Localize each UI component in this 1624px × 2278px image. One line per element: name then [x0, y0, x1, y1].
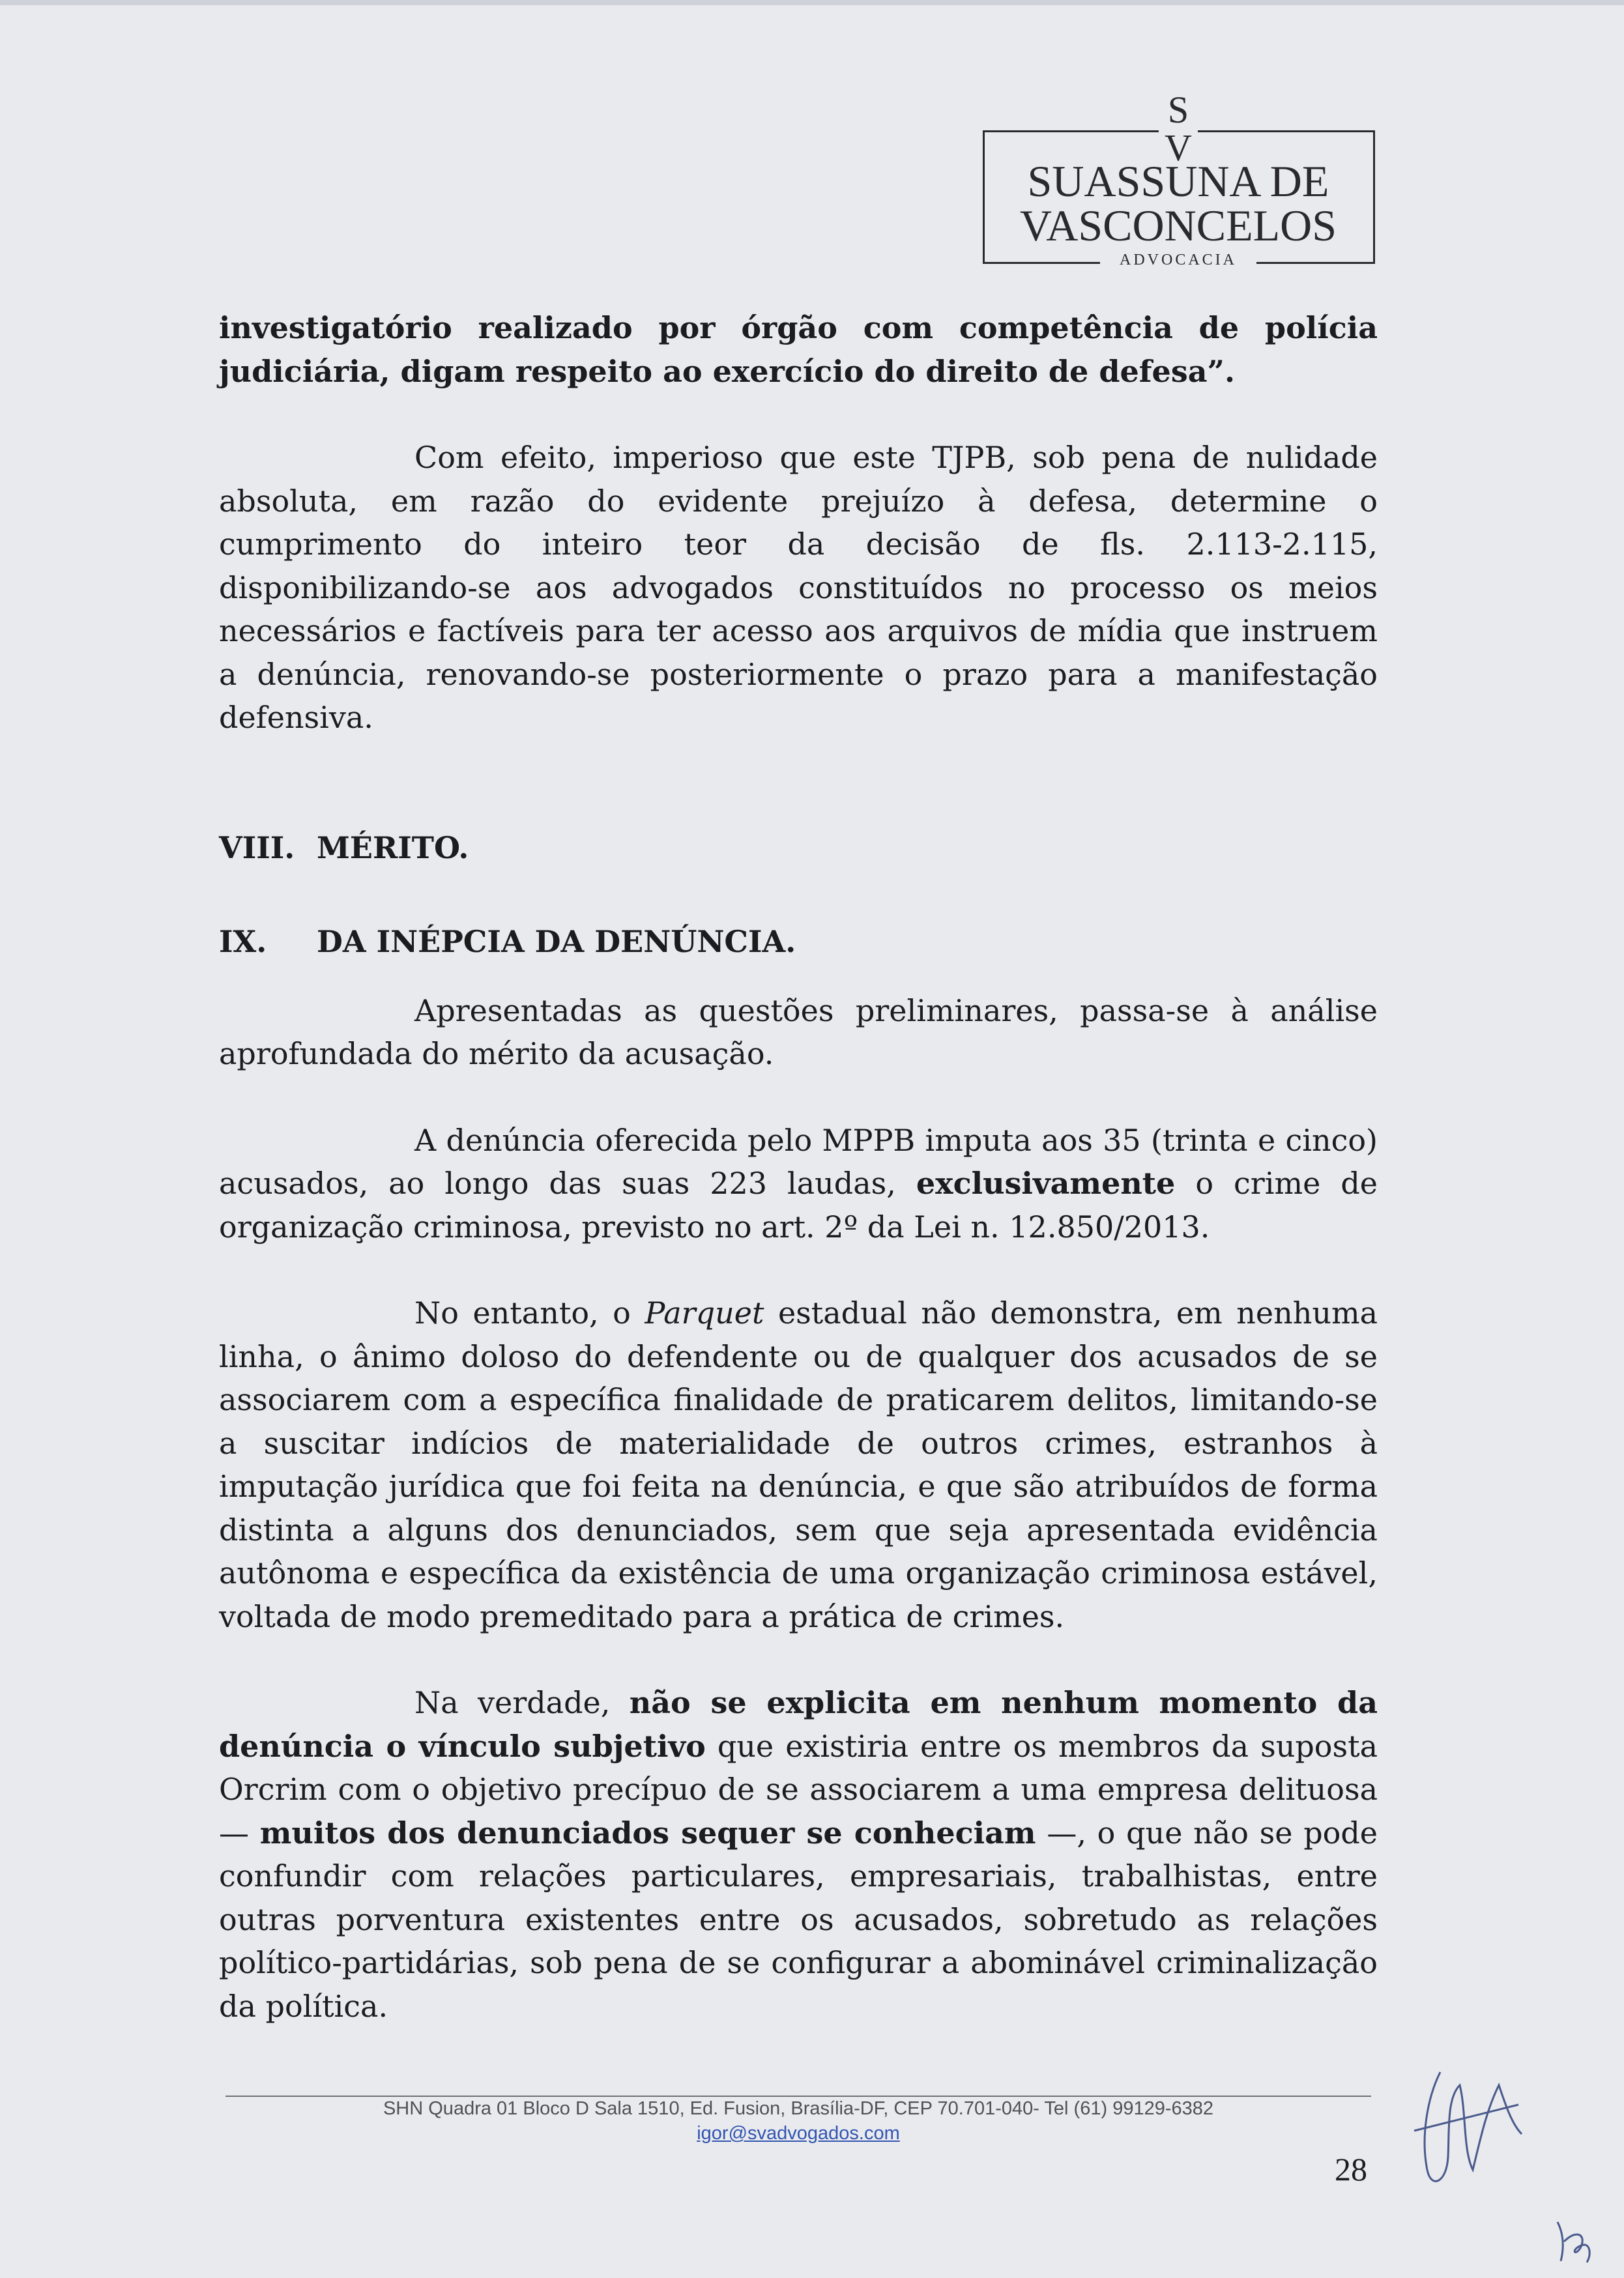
paragraph-5: No entanto, o Parquet estadual não demonstra, em nenhuma linha, o ânimo doloso do defendente ou de qualquer dos acusados de se associarem com a específica finalidade de praticarem delitos, limitando-se a suscitar indícios de materialidade de outros crimes, estranhos à imputação jurídica que foi feita na denúncia, e que são atribuídos de forma distinta a alguns dos denunciados, sem que seja apresentada evidência autônoma e específica da existência de uma organização criminosa estável, voltada de modo premeditado para a prática de crimes. [219, 1295, 1378, 1634]
logo-name-line2: VASCONCELOS [1019, 201, 1337, 250]
paragraph-1: investigatório realizado por órgão com competência de polícia judiciária, digam respeito ao exercício do direito de defesa”. [219, 310, 1378, 389]
section-heading-ix [219, 920, 1378, 963]
heading-number: IX. [219, 923, 267, 959]
handwritten-signature [1401, 2059, 1531, 2202]
italic-parquet: Parquet [645, 1295, 764, 1331]
heading-text: DA INÉPCIA DA DENÚNCIA. [317, 923, 796, 959]
paragraph-3: Apresentadas as questões preliminares, passa-se à análise aprofundada do mérito da acusação. [219, 992, 1378, 1071]
document-body [219, 306, 1378, 2028]
emphasis-conheciam: muitos dos denunciados sequer se conheciam [259, 1815, 1036, 1851]
page-number: 28 [1335, 2151, 1367, 2187]
logo-subtitle: ADVOCACIA [1120, 252, 1237, 268]
emphasis-vinculo: não se explicita em nenhum momento da denúncia o vínculo subjetivo [219, 1685, 1378, 1764]
logo-name-line1: SUASSUNA DE [1027, 156, 1329, 206]
footer-email[interactable] [225, 2123, 1371, 2144]
heading-text: MÉRITO. [317, 829, 469, 865]
emphasis-exclusivamente: exclusivamente [916, 1166, 1176, 1201]
email-link[interactable]: igor@svadvogados.com [697, 2123, 900, 2144]
page-top-edge [0, 0, 1624, 5]
handwritten-initial [1551, 2215, 1597, 2268]
footer-address: SHN Quadra 01 Bloco D Sala 1510, Ed. Fusion, Brasília-DF, CEP 70.701-040- Tel (61) 99129-6382 [383, 2098, 1214, 2119]
paragraph-6: Na verdade, não se explicita em nenhum momento da denúncia o vínculo subjetivo que existiria entre os membros da suposta Orcrim com o objetivo precípuo de se associarem a uma empresa delituosa — muitos dos denunciados sequer se conheciam —, o que não se pode confundir com relações particulares, empresariais, trabalhistas, entre outras porventura existentes entre os acusados, sobretudo as relações político-partidárias, sob pena de se configurar a abominável criminalização da política. [219, 1685, 1378, 2024]
paragraph-2: Com efeito, imperioso que este TJPB, sob pena de nulidade absoluta, em razão do evidente prejuízo à defesa, determine o cumprimento do inteiro teor da decisão de fls. 2.113-2.115, disponibilizando-se aos advogados constituídos no processo os meios necessários e factíveis para ter acesso aos arquivos de mídia que instruem a denúncia, renovando-se posteriormente o prazo para a manifestação defensiva. [219, 440, 1378, 735]
letterhead-logo [983, 91, 1374, 266]
footer-divider [225, 2096, 1371, 2097]
heading-number: VIII. [219, 829, 295, 865]
logo-monogram: S V [1165, 89, 1192, 169]
paragraph-4: A denúncia oferecida pelo MPPB imputa aos 35 (trinta e cinco) acusados, ao longo das suas 223 laudas, exclusivamente o crime de organização criminosa, previsto no art. 2º da Lei n. 12.850/2013. [219, 1122, 1378, 1245]
section-heading-viii [219, 826, 1378, 869]
